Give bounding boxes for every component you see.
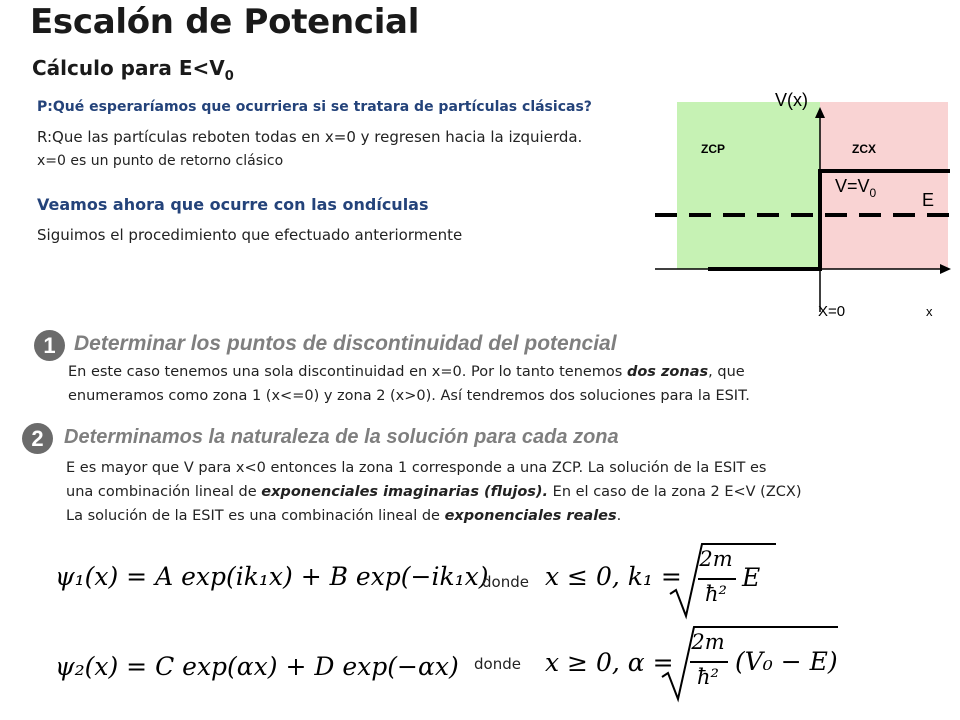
radical-1-numerator: 2m	[699, 547, 733, 571]
radical-2-tail: (V₀ − E)	[735, 647, 838, 676]
radical-2-numerator: 2m	[691, 630, 725, 654]
zcx-label: ZCX	[852, 142, 876, 156]
energy-label: E	[922, 190, 935, 210]
classical-question: P:Qué esperaríamos que ocurriera si se tratara de partículas clásicas?	[37, 99, 592, 115]
step-2-line-1: E es mayor que V para x<0 entonces la zona 1 corresponde a una ZCP. La solución de la ESIT es	[66, 460, 767, 476]
equation-psi2: ψ₂(x) = C exp(αx) + D exp(−αx)	[55, 652, 459, 681]
potential-label: $V=V_0$	[835, 176, 877, 200]
step-2-text	[66, 456, 956, 528]
step-1-line-2: enumeramos como zona 1 (x<=0) y zona 2 (x>0). Así tendremos dos soluciones para la ESIT.	[68, 388, 750, 404]
zcp-region	[677, 102, 820, 269]
procedure-note: Siguimos el procedimiento que efectuado anteriormente	[37, 226, 463, 244]
condition-zone-2: x ≥ 0, α =	[545, 648, 674, 677]
step-1-text	[68, 360, 948, 408]
donde-label-1: donde	[482, 573, 529, 591]
step-2-title: Determinamos la naturaleza de la solución para cada zona	[64, 426, 619, 448]
step-2-badge: 2	[22, 423, 53, 454]
step-1-title: Determinar los puntos de discontinuidad del potencial	[74, 332, 617, 355]
radical-1-denominator: ħ²	[705, 582, 727, 606]
step-1-line-1: En este caso tenemos una sola discontinuidad en x=0. Por lo tanto tenemos dos zonas, que	[68, 364, 745, 380]
condition-zone-1: x ≤ 0, k₁ =	[545, 562, 682, 591]
classical-answer	[37, 125, 582, 173]
fraction-bar-2	[690, 661, 728, 663]
answer-line-2: x=0 es un punto de retorno clásico	[37, 153, 284, 169]
origin-label: X=0	[818, 303, 846, 320]
equation-psi1: ψ₁(x) = A exp(ik₁x) + B exp(−ik₁x)	[55, 562, 489, 591]
radical-1-tail: E	[742, 563, 761, 592]
answer-line-1: R:Que las partículas reboten todas en x=0 y regresen hacia la izquierda.	[37, 128, 583, 146]
step-2-line-3: La solución de la ESIT es una combinación lineal de exponenciales reales.	[66, 508, 622, 524]
radical-2-denominator: ħ²	[697, 665, 719, 689]
step-1-badge: 1	[34, 330, 65, 361]
y-axis-label: V(x)	[775, 90, 808, 110]
zcp-label: ZCP	[701, 142, 725, 156]
subtitle: Cálculo para $E<V_0$	[32, 56, 234, 84]
x-axis-label: x	[926, 304, 933, 319]
step-2-line-2: una combinación lineal de exponenciales imaginarias (flujos). En el caso de la zona 2 E<V (ZCX)	[66, 484, 802, 500]
waves-heading: Veamos ahora que ocurre con las ondículas	[37, 195, 429, 214]
fraction-bar-1	[698, 578, 736, 580]
potential-step-diagram	[640, 80, 960, 330]
donde-label-2: donde	[474, 655, 521, 673]
page-title: Escalón de Potencial	[30, 2, 420, 42]
